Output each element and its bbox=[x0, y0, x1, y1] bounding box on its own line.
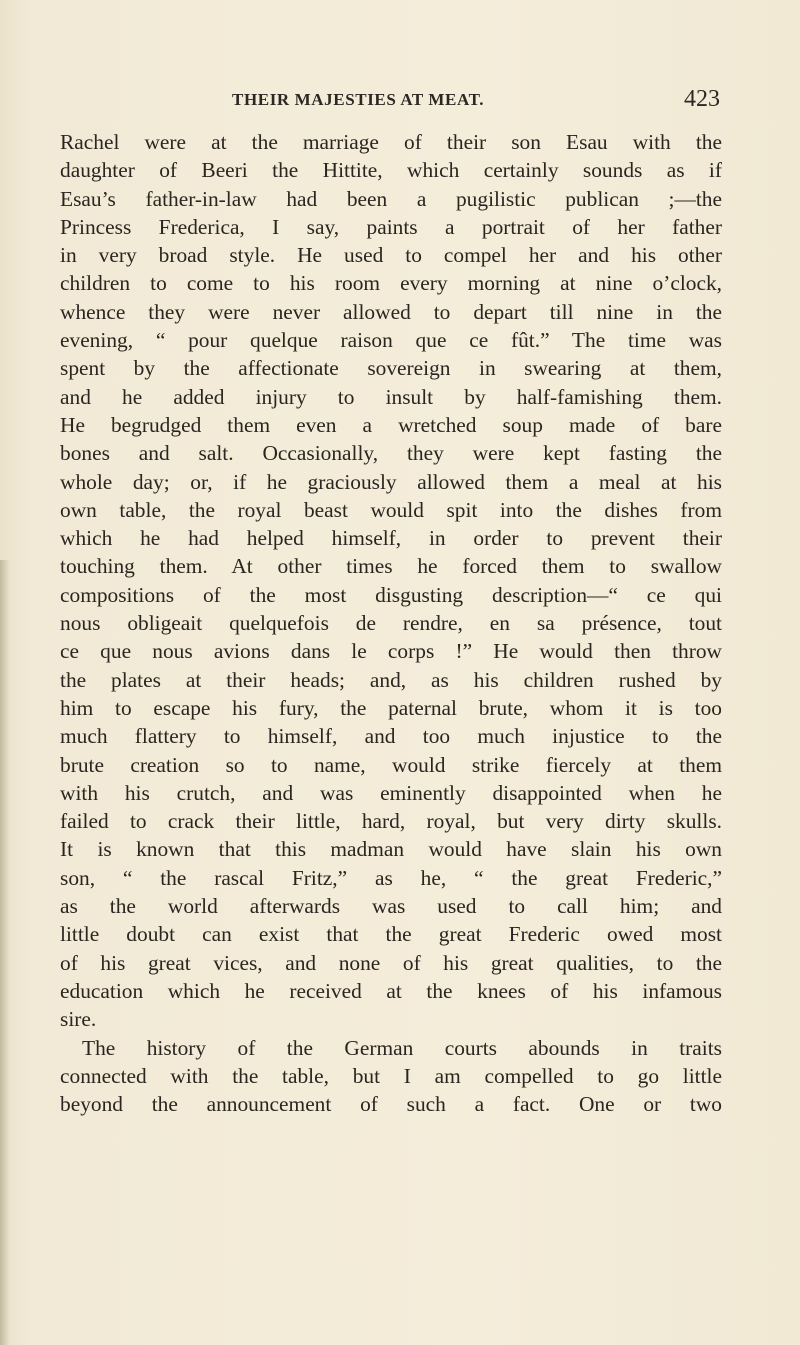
body-text bbox=[60, 128, 722, 1118]
text-line: He begrudged them even a wretched soup made of bare bbox=[60, 412, 722, 437]
text-line: bones and salt. Occasionally, they were kept fasting the bbox=[60, 441, 722, 466]
text-line: in very broad style. He used to compel her and his other bbox=[60, 243, 722, 268]
text-line: nous obligeait quelquefois de rendre, en sa présence, tout bbox=[60, 611, 722, 636]
text-line: little doubt can exist that the great Frederic owed most bbox=[60, 922, 722, 947]
text-line: whole day; or, if he graciously allowed them a meal at his bbox=[60, 469, 722, 494]
text-line: Esau’s father-in-law had been a pugilistic publican ;—the bbox=[60, 186, 722, 211]
text-line: evening, “ pour quelque raison que ce fût.” The time was bbox=[60, 328, 722, 353]
text-line: compositions of the most disgusting description—“ ce qui bbox=[60, 582, 722, 607]
text-line: ce que nous avions dans le corps !” He would then throw bbox=[60, 639, 722, 664]
text-line: connected with the table, but I am compelled to go little bbox=[60, 1063, 722, 1088]
text-line: beyond the announcement of such a fact. One or two bbox=[60, 1092, 722, 1117]
text-line: Rachel were at the marriage of their son Esau with the bbox=[60, 130, 722, 154]
text-line: own table, the royal beast would spit into the dishes from bbox=[60, 497, 722, 522]
text-line: much flattery to himself, and too much injustice to the bbox=[60, 724, 722, 749]
text-line: spent by the affectionate sovereign in swearing at them, bbox=[60, 356, 722, 381]
paragraph-end-line: sire. bbox=[60, 1007, 97, 1032]
text-line: It is known that this madman would have slain his own bbox=[60, 837, 722, 862]
text-line: failed to crack their little, hard, royal, but very dirty skulls. bbox=[60, 809, 722, 834]
page-header bbox=[60, 86, 720, 120]
text-line: with his crutch, and was eminently disappointed when he bbox=[60, 780, 722, 805]
page-number: 423 bbox=[684, 86, 720, 112]
text-line: as the world afterwards was used to call him; and bbox=[60, 894, 722, 919]
text-line: touching them. At other times he forced them to swallow bbox=[60, 554, 722, 579]
text-line: son, “ the rascal Fritz,” as he, “ the great Frederic,” bbox=[60, 865, 722, 890]
text-line: brute creation so to name, would strike fiercely at them bbox=[60, 752, 722, 777]
text-line: which he had helped himself, in order to prevent their bbox=[60, 526, 722, 551]
running-head: THEIR MAJESTIES AT MEAT. bbox=[232, 90, 485, 109]
text-line: children to come to his room every morning at nine o’clock, bbox=[60, 271, 722, 296]
text-line: whence they were never allowed to depart till nine in the bbox=[60, 299, 722, 324]
text-line: and he added injury to insult by half-famishing them. bbox=[60, 384, 722, 409]
text-line: Princess Frederica, I say, paints a portrait of her father bbox=[60, 214, 722, 239]
text-line: education which he received at the knees of his infamous bbox=[60, 978, 722, 1003]
text-line: daughter of Beeri the Hittite, which certainly sounds as if bbox=[60, 158, 722, 183]
text-line: the plates at their heads; and, as his children rushed by bbox=[60, 667, 722, 692]
page-edge-shadow bbox=[0, 560, 10, 1345]
text-line: him to escape his fury, the paternal brute, whom it is too bbox=[60, 695, 722, 720]
text-line: of his great vices, and none of his great qualities, to the bbox=[60, 950, 722, 975]
paragraph-start-line: The history of the German courts abounds in traits bbox=[82, 1035, 722, 1060]
